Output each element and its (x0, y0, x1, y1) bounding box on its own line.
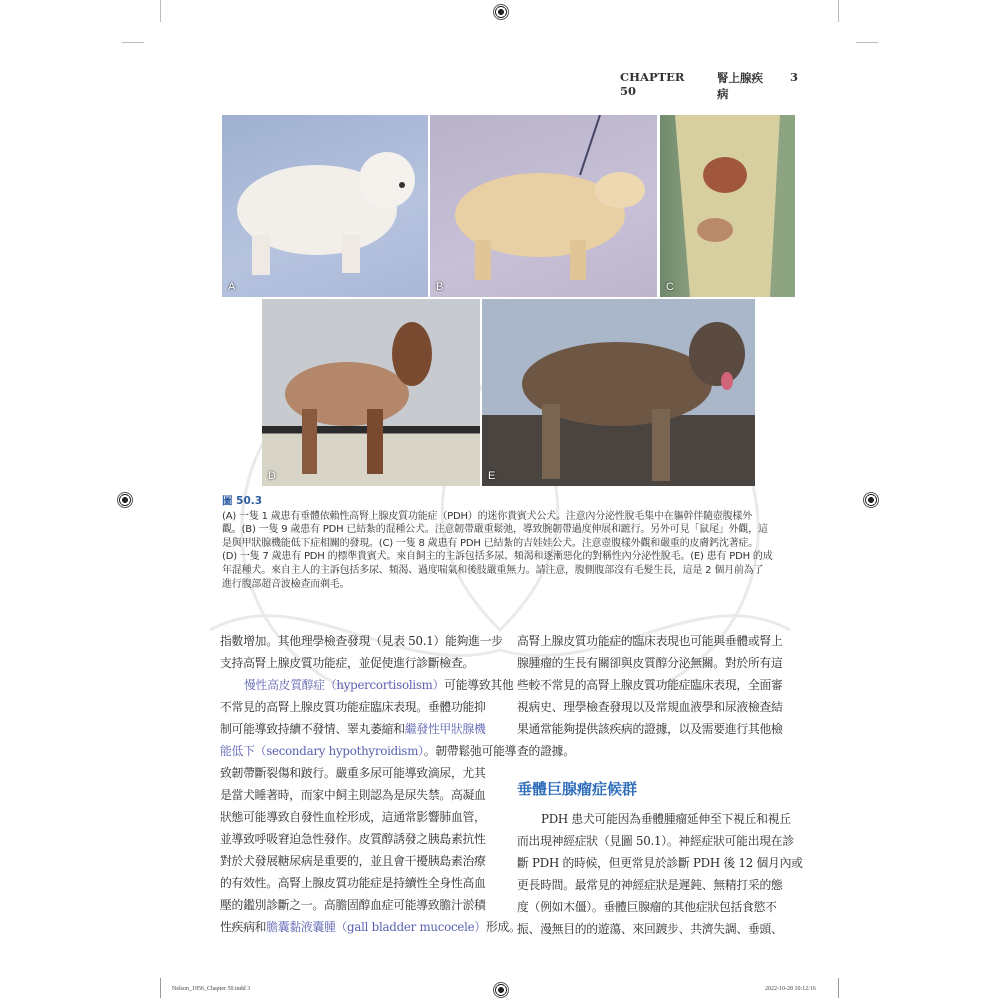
text-line (220, 740, 517, 762)
photo-label: E (488, 470, 496, 482)
caption-line: 是與甲狀腺機能低下症相關的發現。(C) 一隻 8 歲患有 PDH 已結紮的吉娃娃公犬。注意壺腹樣外觀和嚴重的皮膚鈣沈著症。 (222, 537, 759, 549)
footer-filename: Nelson_1956_Chapter 50.indd 3 (172, 986, 251, 992)
glossary-term: 能低下（secondary hypothyroidism） (220, 744, 424, 758)
text-line (220, 630, 502, 652)
glossary-term: 慢性高皮質醇症（hypercortisolism） (244, 678, 445, 692)
caption-line: 觀。(B) 一隻 9 歲患有 PDH 已結紮的混種公犬。注意韌帶嚴重鬆弛，導致腕韌帶過度伸展和蹠行。另外可見「鼠尾」外觀，這 (222, 524, 768, 536)
text-line: 而出現神經症狀（見圖 50.1）。神經症狀可能出現在診 (517, 834, 794, 848)
text-segment: 性疾病和 (220, 920, 267, 934)
figure-photo-d (262, 299, 480, 486)
text-segment: 並導致呼吸窘迫急性發作。皮質醇誘發之胰島素抗性 (220, 832, 486, 846)
text-line (220, 872, 502, 894)
text-line: 振、漫無目的的遊蕩、來回踱步、共濟失調、垂頭、 (517, 922, 783, 936)
registration-mark-icon (863, 492, 879, 508)
text-segment: 是當犬睡著時，而家中飼主則認為是尿失禁。高凝血 (220, 788, 486, 802)
text-line: 更長時間。最常見的神經症狀是遲鈍、無精打采的態 (517, 878, 783, 892)
page-number: 3 (789, 70, 798, 84)
glossary-term: 膽囊黏液囊腫（gall bladder mucocele） (266, 920, 486, 934)
text-segment: 。韌帶鬆弛可能導 (423, 744, 517, 758)
text-line (220, 850, 502, 872)
text-segment: 制可能導致持續不發情、睪丸萎縮和 (220, 722, 405, 736)
text-segment: 支持高腎上腺皮質功能症，並促使進行診斷檢查。 (220, 656, 475, 670)
text-line: 斷 PDH 的時候，但更常見於診斷 PDH 後 12 個月內或 (517, 856, 803, 870)
figure-photo-a (222, 115, 428, 297)
chapter-label: CHAPTER 50 (620, 70, 685, 98)
section-heading: 垂體巨腺瘤症候群 (517, 780, 638, 798)
crop-mark (160, 978, 161, 998)
text-line: 些較不常見的高腎上腺皮質功能症臨床表現，全面審 (517, 678, 783, 692)
text-line (220, 784, 502, 806)
running-header (620, 70, 798, 102)
photo-label: C (666, 281, 674, 293)
text-line (220, 806, 502, 828)
caption-line: (A) 一隻 1 歲患有垂體依賴性高腎上腺皮質功能症（PDH）的迷你貴賓犬公犬。注意內分泌性脫毛集中在軀幹伴隨壺腹樣外 (222, 510, 752, 522)
text-line: 視病史、理學檢查發現以及常規血液學和尿液檢查結 (517, 700, 783, 714)
text-segment: 不常見的高腎上腺皮質功能症臨床表現。垂體功能抑 (220, 700, 486, 714)
text-line: PDH 患犬可能因為垂體腫瘤延伸至下視丘和視丘 (541, 812, 791, 826)
text-line: 高腎上腺皮質功能症的臨床表現也可能與垂體或腎上 (517, 634, 783, 648)
crop-mark (856, 42, 878, 43)
text-segment: 對於犬發展糖尿病是重要的，並且會干擾胰島素治療 (220, 854, 486, 868)
text-segment: 壓的鑑別診斷之一。高膽固醇血症可能導致膽汁淤積 (220, 898, 486, 912)
text-line (220, 762, 502, 784)
text-segment: 的有效性。高腎上腺皮質功能症是持續性全身性高血 (220, 876, 486, 890)
registration-mark-icon (117, 492, 133, 508)
text-segment: 形成。 (485, 920, 521, 934)
text-line: 查的證據。 (517, 744, 575, 758)
text-line (220, 894, 502, 916)
text-line (220, 718, 502, 740)
chapter-title: 腎上腺疾病 (716, 71, 763, 101)
caption-line: (D) 一隻 7 歲患有 PDH 的標準貴賓犬。來自飼主的主訴包括多尿、頻渴和逐漸惡化的對稱性內分泌性脫毛。(E) 患有 PDH 的成 (222, 551, 773, 563)
body-column-left (220, 630, 521, 938)
text-segment: 致韌帶斷裂傷和跛行。嚴重多尿可能導致滴尿，尤其 (220, 766, 486, 780)
text-line (220, 696, 502, 718)
body-column-right (517, 630, 803, 940)
text-segment: 狀態可能導致自發性血栓形成，這通常影響肺血管， (220, 810, 486, 824)
figure-caption (222, 495, 802, 591)
footer-timestamp: 2022-10-28 10:12:16 (765, 986, 816, 992)
text-segment: 可能導致其他 (444, 678, 514, 692)
crop-mark (838, 978, 839, 998)
figure-number: 圖 50.3 (222, 495, 263, 507)
text-segment: 指數增加。其他理學檢查發現（見表 50.1）能夠進一步 (220, 634, 503, 648)
figure-photo-c (660, 115, 795, 297)
photo-label: A (228, 281, 236, 293)
crop-mark (122, 42, 144, 43)
photo-label: D (268, 470, 276, 482)
text-line (220, 652, 502, 674)
crop-mark (160, 0, 161, 22)
text-line (220, 674, 514, 696)
text-line: 度（例如木僵）。垂體巨腺瘤的其他症狀包括食慾不 (517, 900, 777, 914)
photo-label: B (436, 281, 444, 293)
glossary-term: 繼發性甲狀腺機 (404, 722, 486, 736)
text-line: 果通常能夠提供該疾病的證據，以及需要進行其他檢 (517, 722, 783, 736)
text-line (220, 916, 521, 938)
caption-line: 年混種犬。來自主人的主訴包括多尿、頻渴、過度喘氣和後肢嚴重無力。請注意，腹側腹部沒有毛髮生長，這是 2 個月前為了 (222, 564, 764, 576)
registration-mark-icon (493, 982, 509, 998)
caption-line: 進行腹部超音波檢查而剃毛。 (222, 578, 350, 590)
registration-mark-icon (493, 4, 509, 20)
figure-photo-b (430, 115, 657, 297)
figure-photo-e (482, 299, 755, 486)
crop-mark (838, 0, 839, 22)
text-line (220, 828, 502, 850)
text-line: 腺腫瘤的生長有關卻與皮質醇分泌無關。對於所有這 (517, 656, 783, 670)
